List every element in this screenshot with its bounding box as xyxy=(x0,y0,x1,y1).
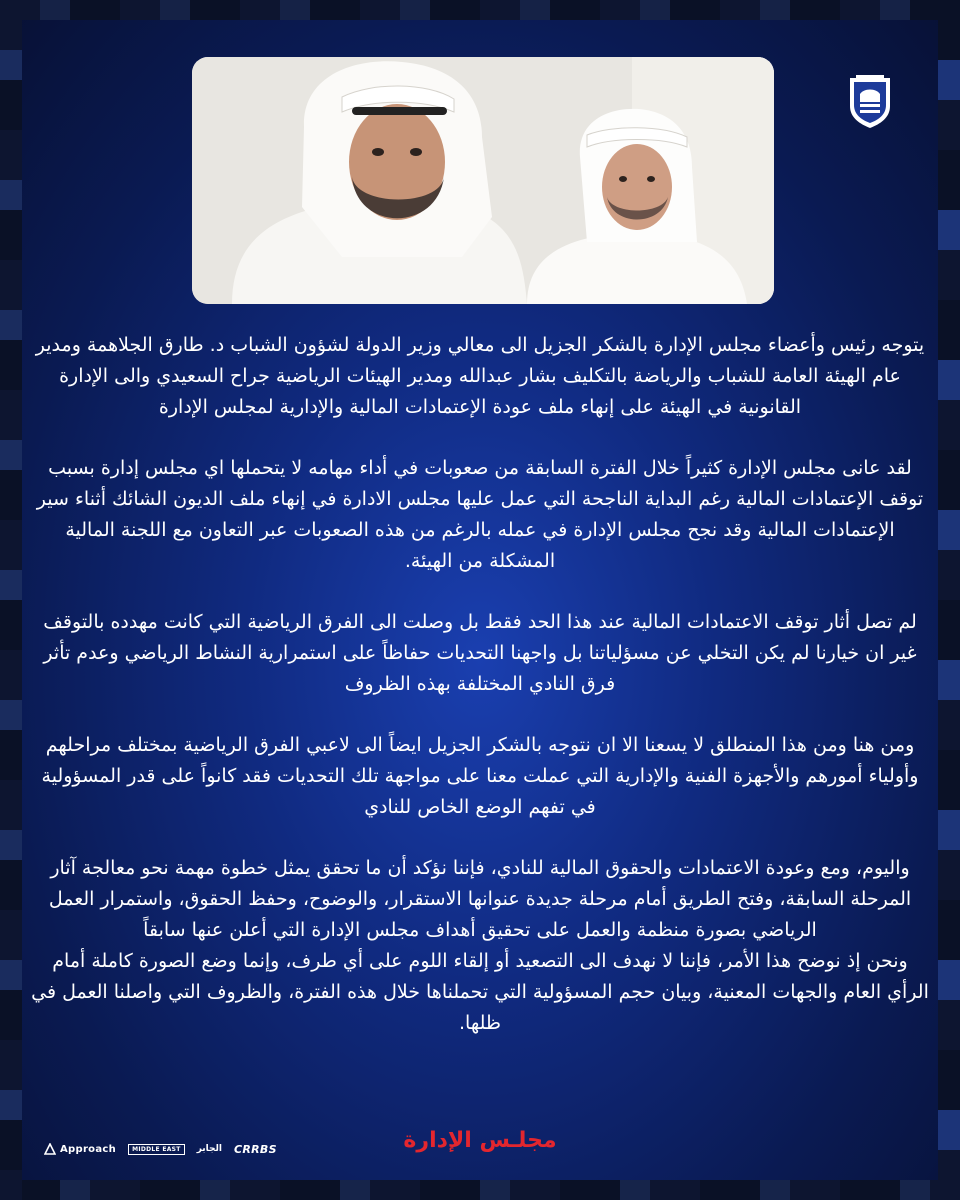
paragraph: لم تصل أثار توقف الاعتمادات المالية عند هذا الحد فقط بل وصلت الى الفرق الرياضية التي كانت مهدده بالتوقف غير ان خيارنا لم يكن التخلي عن مسؤلياتنا بل واجهنا التحديات حفاظاً على استمرارية النشاط الرياضي وعدم تأثر فرق النادي المختلفة بهذه الظروف xyxy=(43,611,917,695)
sponsor-aljaber-logo: الجابر xyxy=(196,1144,223,1154)
officials-photo xyxy=(192,57,774,304)
announcement-body xyxy=(30,330,930,1039)
sponsor-approach-logo: Approach xyxy=(44,1143,116,1155)
paragraph: ومن هنا ومن هذا المنطلق لا يسعنا الا ان نتوجه بالشكر الجزيل ايضاً الى لاعبي الفرق الرياضية بمختلف مراحلهم وأولياء أمورهم والأجهزة الفنية والإدارية التي عملت معنا على مواجهة تلك التحديات فقد كانواً على قدر المسؤولية في تفهم الوضع الخاص للنادي xyxy=(41,734,919,818)
signature: مجلـس الإدارة xyxy=(403,1128,557,1153)
border-texture-bottom xyxy=(0,1180,960,1200)
paragraph: لقد عانى مجلس الإدارة كثيراً خلال الفترة السابقة من صعوبات في أداء مهامه لا يتحملها اي مجلس إدارة بسبب توقف الإعتمادات المالية رغم البداية الناجحة التي عمل عليها مجلس الادارة في إنهاء ملف الديون الشائك أثناء سير الإعتمادات المالية وقد نجح مجلس الإدارة في عمله بالرغم من هذه الصعوبات عبر التعاون مع اللجنة المالية المشكلة من الهيئة. xyxy=(36,457,924,572)
sponsor-strip xyxy=(44,1138,277,1160)
club-crest-icon xyxy=(846,72,894,130)
photo-illustration xyxy=(192,57,774,304)
sponsor-crrbs-logo: CRRBS xyxy=(234,1142,277,1156)
paragraph: واليوم، ومع وعودة الاعتمادات والحقوق المالية للنادي، فإننا نؤكد أن ما تحقق يمثل خطوة مهمة نحو معالجة آثار المرحلة السابقة، وفتح الطريق أمام مرحلة جديدة عنوانها الاستقرار، والوضوح، وحفظ الحقوق، واستمرار العمل الرياضي بصورة منظمة والعمل على تحقيق أهداف مجلس الإدارة التي أعلن عنها سابقاً xyxy=(48,857,912,941)
paragraph: يتوجه رئيس وأعضاء مجلس الإدارة بالشكر الجزيل الى معالي وزير الدولة لشؤون الشباب د. طارق الجلاهمة ومدير عام الهيئة العامة للشباب والرياضة بالتكليف بشار عبدالله ومدير الهيئات الرياضية جراح السعيدي والى الإدارة القانونية في الهيئة على إنهاء ملف عودة الإعتمادات المالية والإدارية لمجلس الإدارة xyxy=(35,334,925,418)
border-texture-left xyxy=(0,0,22,1200)
sponsor-box-logo: MIDDLE EAST xyxy=(128,1144,185,1155)
border-texture-top xyxy=(0,0,960,20)
paragraph: ونحن إذ نوضح هذا الأمر، فإننا لا نهدف الى التصعيد أو إلقاء اللوم على أي طرف، وإنما وضع الصورة كاملة أمام الرأي العام والجهات المعنية، وبيان حجم المسؤولية التي تحملناها خلال هذه الفترة، والظروف التي واصلنا العمل في ظلها. xyxy=(31,950,929,1034)
border-texture-right xyxy=(938,0,960,1200)
approach-mark-icon xyxy=(44,1143,56,1155)
